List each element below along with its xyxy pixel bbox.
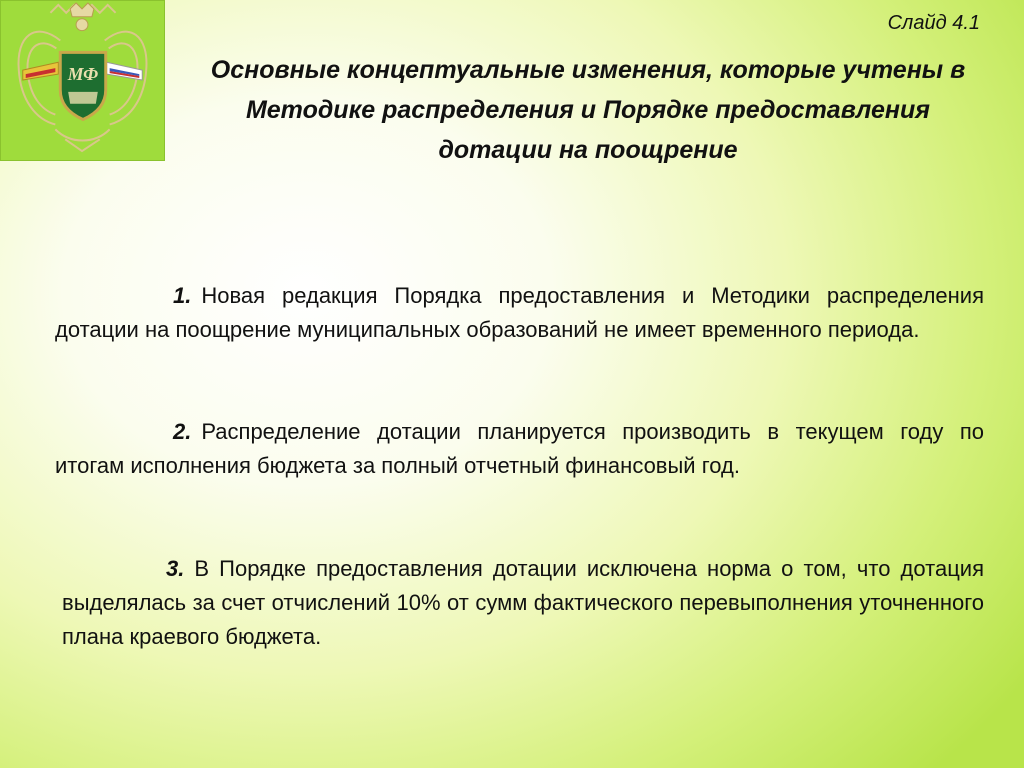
emblem-monogram: МФ — [67, 64, 99, 85]
item-text: Распределение дотации планируется производить в текущем году по итогам исполнения бюджета за полный отчетный финансовый год. — [55, 419, 984, 478]
list-item — [55, 415, 984, 483]
item-text: Новая редакция Порядка предоставления и Методики распределения дотации на поощрение муниципальных образований не имеет временного периода. — [55, 283, 984, 342]
item-number: 2. — [173, 419, 192, 444]
slide-title: Основные концептуальные изменения, которые учтены в Методике распределения и Порядке предоставления дотации на поощрение — [210, 56, 966, 164]
slide-number: Слайд 4.1 — [887, 12, 980, 34]
list-item — [62, 552, 984, 654]
list-item — [55, 279, 984, 347]
item-number: 3. — [166, 556, 185, 581]
emblem-box — [0, 0, 165, 161]
item-text: В Порядке предоставления дотации исключена норма о том, что дотация выделялась за счет отчислений 10% от сумм фактического перевыполнения уточненного плана краевого бюджета. — [62, 556, 984, 649]
coat-of-arms-icon — [1, 1, 164, 160]
item-number: 1. — [173, 283, 192, 308]
